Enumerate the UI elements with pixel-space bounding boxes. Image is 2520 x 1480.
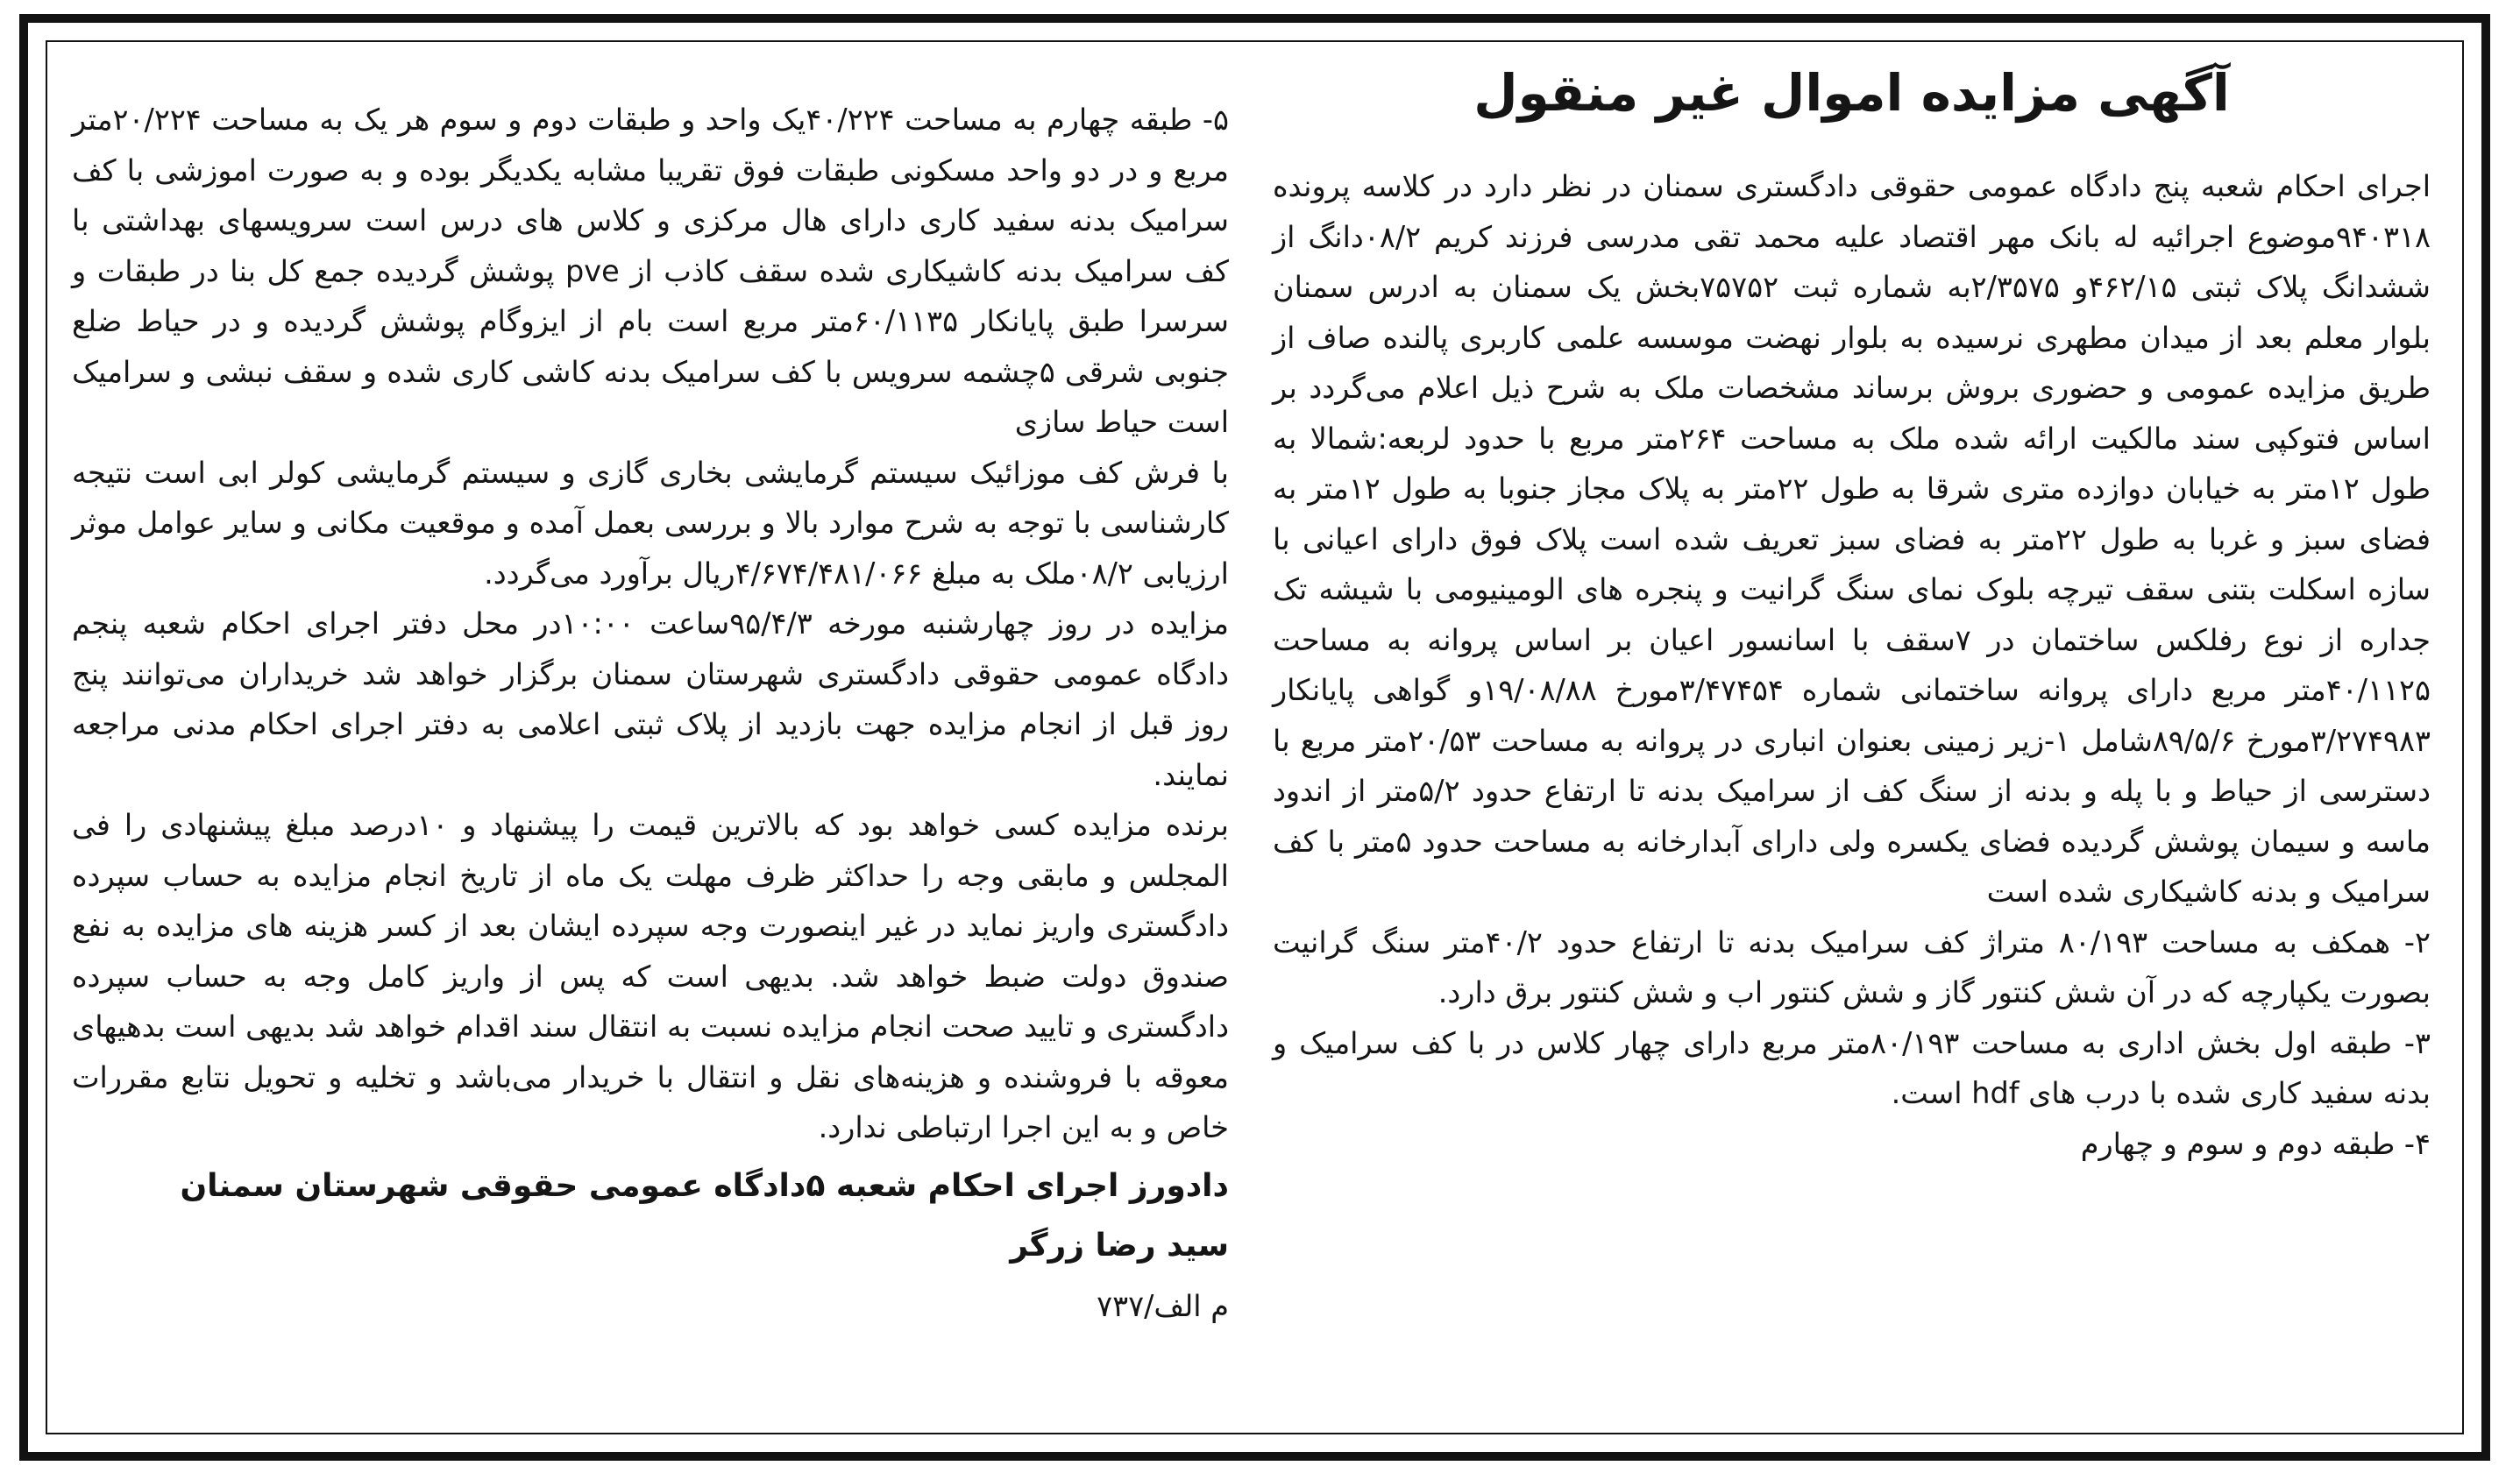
paragraph-ground-floor: ۲- همکف به مساحت ۸۰/۱۹۳ متراژ کف سرامیک بدنه تا ارتفاع حدود ۴۰/۲متر سنگ گرانیت بصورت یکپارچه که در آن شش کنتور گاز و شش کنتور اب و شش کنتور برق دارد. (1273, 924, 2431, 1009)
notice-title: آگهی مزایده اموال غیر منقول (1473, 63, 2230, 123)
signature-name: سید رضا زرگر (1010, 1227, 1229, 1264)
paragraph-valuation: با فرش کف موزائیک سیستم گرمایشی بخاری گازی و سیستم گرمایشی کولر ابی است نتیجه کارشناسی با توجه به شرح موارد بالا و بررسی بعمل آمده و موقعیت مکانی و سایر عوامل موثر ارزیابی ۰۸/۲ملک به مبلغ ۴/۶۷۴/۴۸۱/۰۶۶ریال برآورد می‌گردد. (72, 455, 1229, 591)
left-column (47, 42, 1250, 1433)
paragraph-intro: اجرای احکام شعبه پنج دادگاه عمومی حقوقی دادگستری سمنان در نظر دارد در کلاسه پرونده ۹۴۰۳۱۸موضوع اجرائیه له بانک مهر اقتصاد علیه محمد تقی مدرسی فرزند کریم ۰۸/۲دانگ از ششدانگ پلاک ثبتی ۴۶۲/۱۵و ۲/۳۵۷۵به شماره ثبت ۷۵۷۵۲بخش یک سمنان به ادرس سمنان بلوار معلم بعد از میدان مطهری نرسیده به بلوار نهضت موسسه علمی کاربری پالنده صاف از طریق مزایده عمومی و حضوری بروش برساند مشخصات ملک به شرح ذیل اعلام می‌گردد بر اساس فتوکپی سند مالکیت ارائه شده ملک به مساحت ۲۶۴متر مربع با حدود لربعه:شمالا به طول ۱۲متر به خیابان دوازده متری شرقا به طول ۲۲متر به پلاک مجاز جنوبا به طول ۱۲متر به فضای سبز و غربا به طول ۲۲متر به فضای سبز تعریف شده است پلاک فوق دارای اعیانی با سازه اسکلت بتنی سقف تیرچه بلوک نمای سنگ گرانیت و پنجره های الومینیومی با شیشه تک جداره از نوع رفلکس ساختمان در ۷سقف با اسانسور اعیان بر اساس پروانه به مساحت ۴۰/۱۱۲۵متر مربع دارای پروانه ساختمانی شماره ۳/۴۷۴۵۴مورخ ۱۹/۰۸/۸۸و گواهی پایانکار ۳/۲۷۴۹۸۳مورخ ۸۹/۵/۶شامل ۱-زیر زمینی بعنوان انباری در پروانه به مساحت ۲۰/۵۳متر مربع با دسترسی از حیاط و با پله و بدنه از سنگ کف از سرامیک بدنه تا ارتفاع حدود ۵/۲متر از اندود ماسه و سیمان پوشش گردیده فضای یکسره ولی دارای آبدارخانه به مساحت حدود ۵متر با کف سرامیک و بدنه کاشیکاری شده است (1273, 169, 2431, 909)
signature-block (72, 1157, 1229, 1276)
paragraph-fourth-floor: ۵- طبقه چهارم به مساحت ۴۰/۲۲۴یک واحد و طبقات دوم و سوم هر یک به مساحت ۲۰/۲۲۴متر مربع و در دو واحد مسکونی طبقات فوق تقریبا مشابه یکدیگر بوده و به صورت اموزشی با کف سرامیک بدنه سفید کاری دارای هال مرکزی و کلاس های درس است سرویسهای بهداشتی با کف سرامیک بدنه کاشیکاری شده سقف کاذب از pve پوشش گردیده جمع کل بنا در طبقات و سرسرا طبق پایانکار ۶۰/۱۱۳۵متر مربع است بام از ایزوگام پوشش گردیده و در حیاط ضلع جنوبی شرقی ۵چشمه سرویس با کف سرامیک بدنه کاشی کاری شده و سقف نبشی و سرامیک است حیاط سازی (72, 103, 1229, 439)
notice-border (19, 14, 2490, 1461)
paragraph-auction-date: مزایده در روز چهارشنبه مورخه ۹۵/۴/۳ساعت ۱۰:۰۰در محل دفتر اجرای احکام شعبه پنجم دادگاه عمومی حقوقی دادگستری شهرستان سمنان برگزار خواهد شد خریداران می‌توانند پنج روز قبل از انجام مزایده جهت بازدید از پلاک ثبتی اعلامی به دفتر اجرای احکام مدنی مراجعه نمایند. (72, 606, 1229, 792)
right-column (1248, 42, 2462, 1433)
reference-number: م الف/۷۳۷ (1097, 1288, 1229, 1323)
paragraph-upper-floors: ۴- طبقه دوم و سوم و چهارم (2080, 1126, 2431, 1161)
signature-title: دادورز اجرای احکام شعبه ۵دادگاه عمومی حقوقی شهرستان سمنان (180, 1167, 1229, 1204)
paragraph-conditions: برنده مزایده کسی خواهد بود که بالاترین قیمت را پیشنهاد و ۱۰درصد مبلغ پیشنهادی را فی المجلس و مابقی وجه را حداکثر ظرف مهلت یک ماه از تاریخ انجام مزایده به حساب سپرده دادگستری واریز نماید در غیر اینصورت وجه سپرده ایشان بعد از کسر هزینه های مزایده به نفع صندوق دولت ضبط خواهد شد. بدیهی است که پس از واریز کامل وجه به حساب سپرده دادگستری و تایید صحت انجام مزایده نسبت به انتقال سند اقدام خواهد شد بدیهی است بدهیهای معوقه با فروشنده و هزینه‌های نقل و انتقال با خریدار می‌باشد و تخلیه و تحویل نتابع مقررات خاص و به این اجرا ارتباطی ندارد. (72, 808, 1229, 1144)
notice-inner-border (46, 40, 2464, 1434)
paragraph-first-floor: ۳- طبقه اول بخش اداری به مساحت ۸۰/۱۹۳متر مربع دارای چهار کلاس در با کف سرامیک و بدنه سفید کاری شده با درب های hdf است. (1273, 1025, 2431, 1110)
